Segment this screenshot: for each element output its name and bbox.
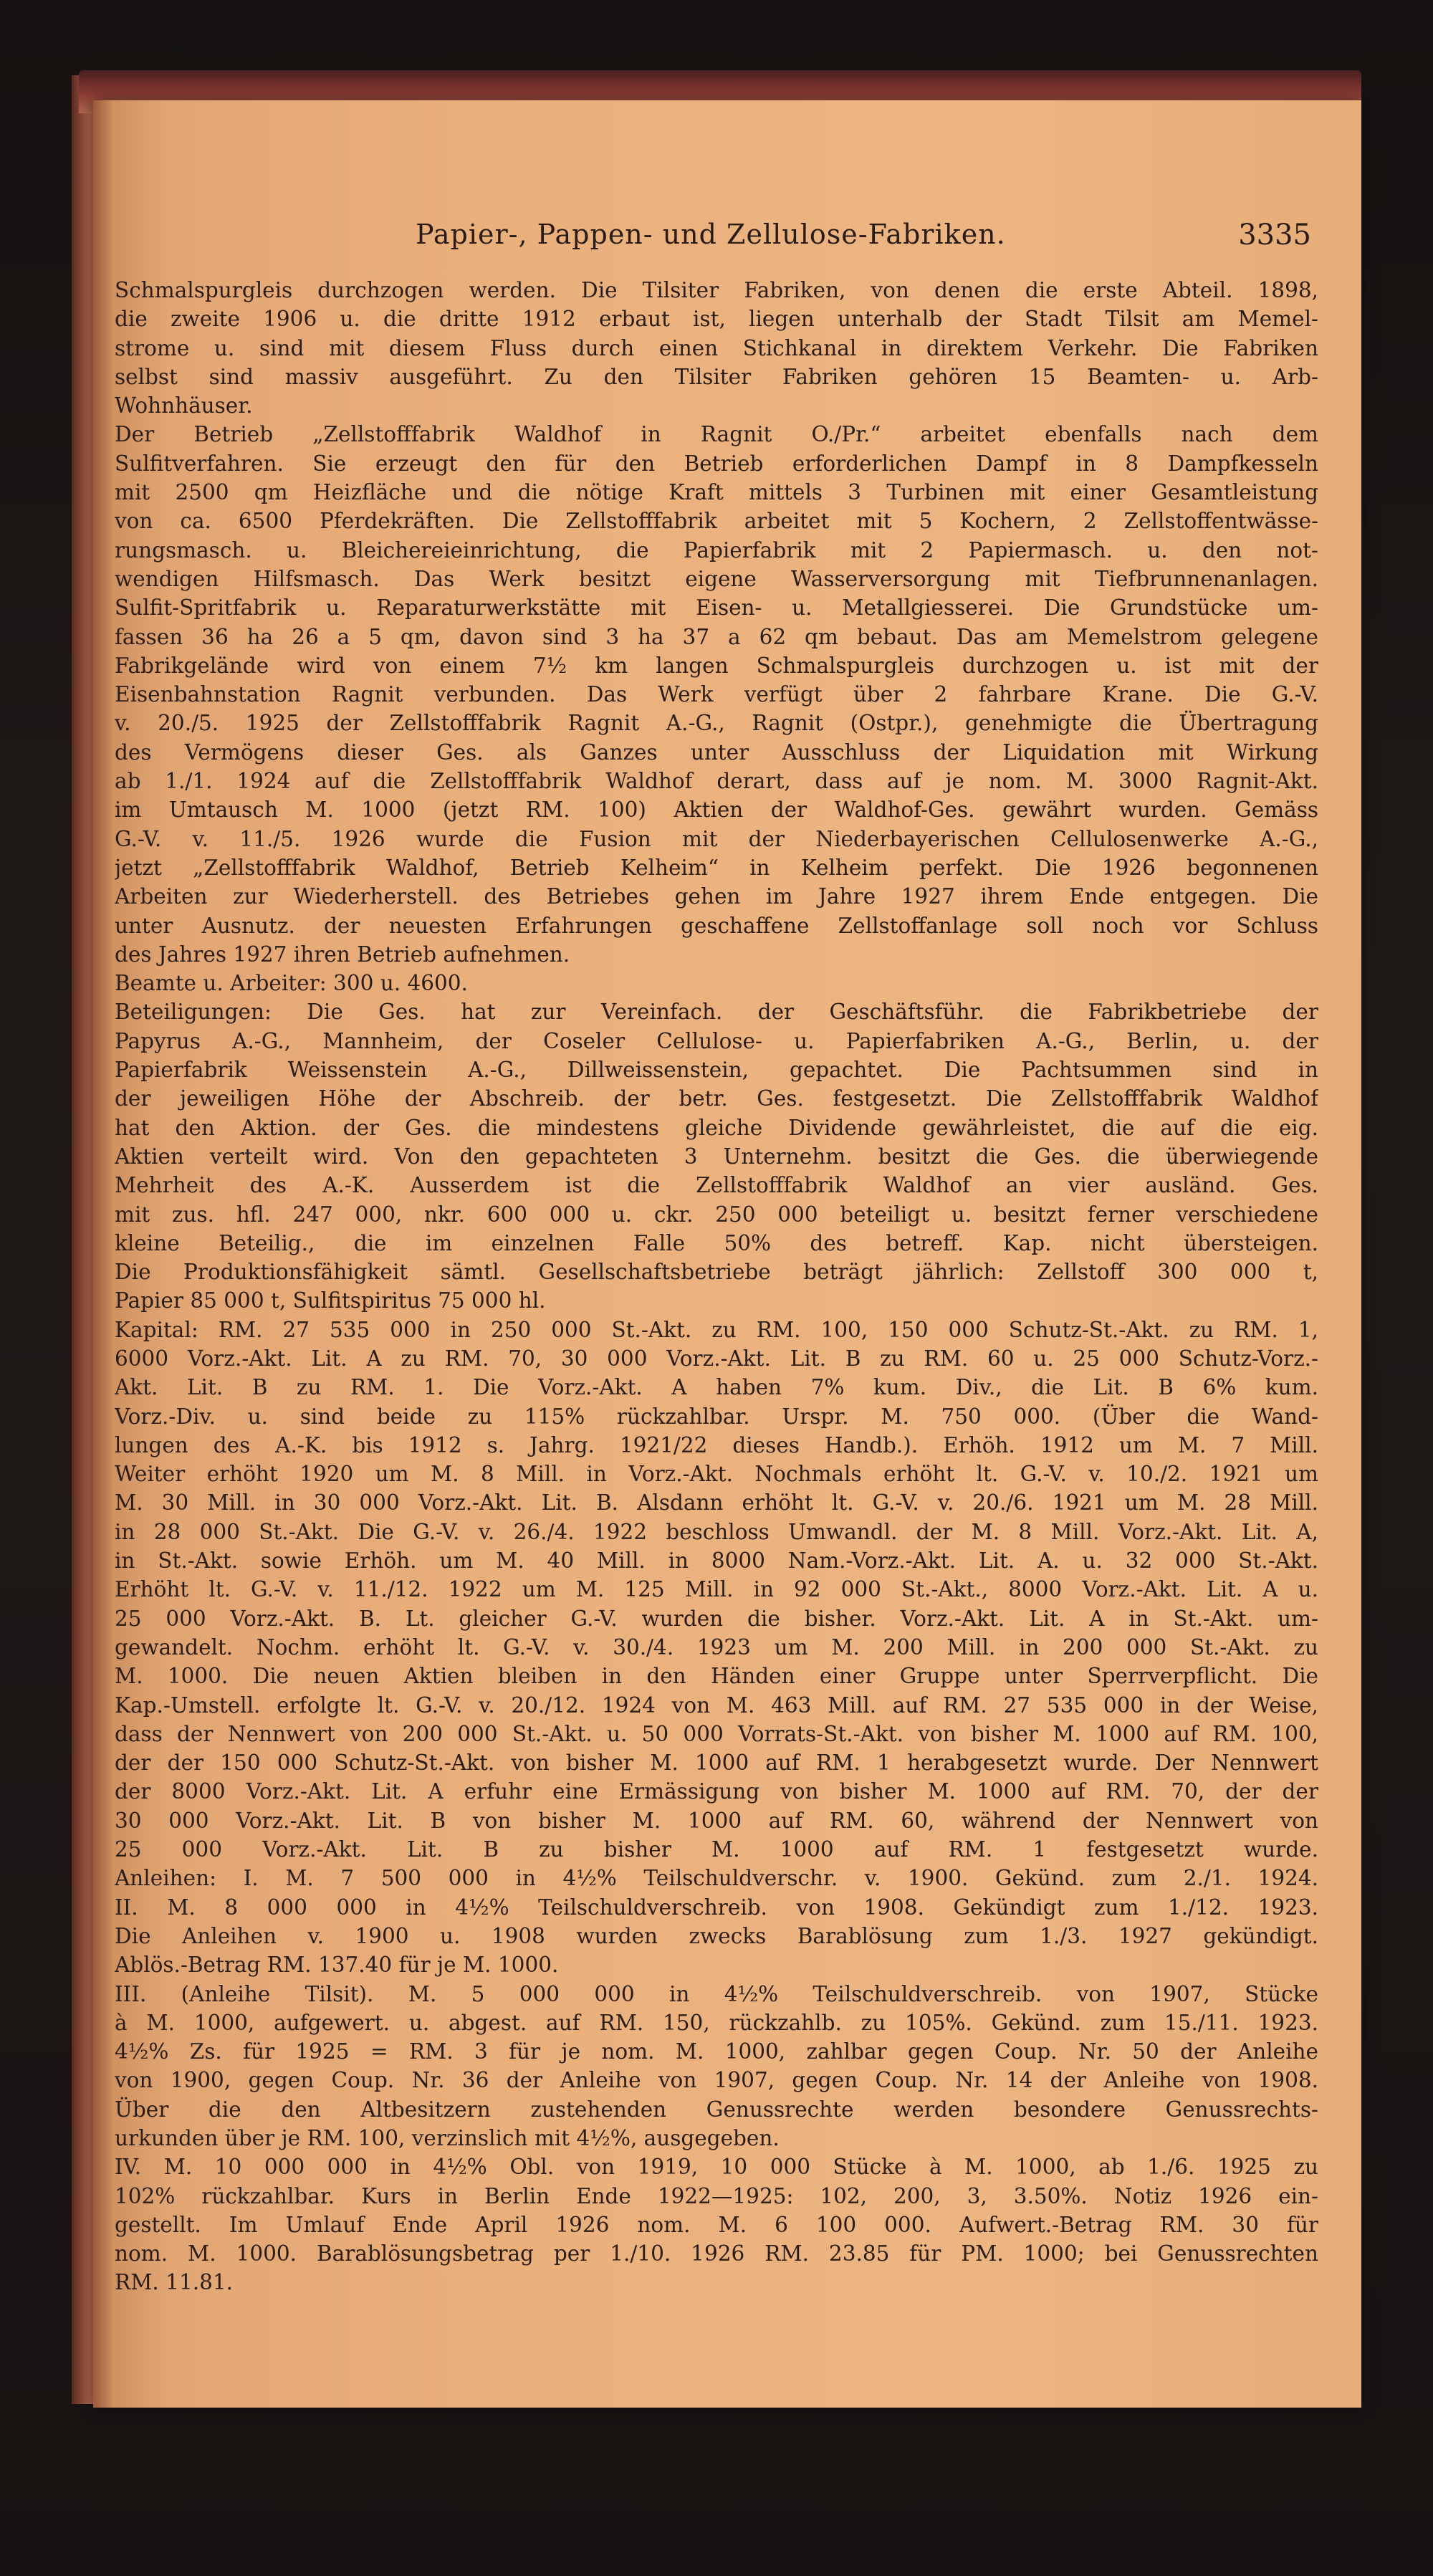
- text-line: von 1900, gegen Coup. Nr. 36 der Anleihe von 1907, gegen Coup. Nr. 14 der Anleihe von 1908.: [115, 2068, 1318, 2093]
- text-line: 6000 Vorz.-Akt. Lit. A zu RM. 70, 30 000 Vorz.-Akt. Lit. B zu RM. 60 u. 25 000 Schutz-Vorz.-: [115, 1346, 1318, 1371]
- text-line: v. 20./5. 1925 der Zellstofffabrik Ragnit A.-G., Ragnit (Ostpr.), genehmigte die Übertragung: [115, 711, 1318, 736]
- text-line: mit 2500 qm Heizfläche und die nötige Kraft mittels 3 Turbinen mit einer Gesamtleistung: [115, 480, 1318, 505]
- text-line: Aktien verteilt wird. Von den gepachteten 3 Unternehm. besitzt die Ges. die überwiegende: [115, 1144, 1318, 1169]
- text-line: Akt. Lit. B zu RM. 1. Die Vorz.-Akt. A haben 7% kum. Div., die Lit. B 6% kum.: [115, 1375, 1318, 1400]
- text-line: der 8000 Vorz.-Akt. Lit. A erfuhr eine Ermässigung von bisher M. 1000 auf RM. 70, der der: [115, 1779, 1318, 1804]
- text-line: Wohnhäuser.: [115, 393, 253, 418]
- text-line: kleine Beteilig., die im einzelnen Falle 50% des betreff. Kap. nicht übersteigen.: [115, 1230, 1318, 1255]
- text-line: ab 1./1. 1924 auf die Zellstofffabrik Waldhof derart, dass auf je nom. M. 3000 Ragnit-Akt.: [115, 769, 1318, 794]
- page-number: 3335: [1238, 219, 1311, 252]
- text-line: fassen 36 ha 26 a 5 qm, davon sind 3 ha 37 a 62 qm bebaut. Das am Memelstrom gelegene: [115, 624, 1318, 649]
- text-line: gewandelt. Nochm. erhöht lt. G.-V. v. 30./4. 1923 um M. 200 Mill. in 200 000 St.-Akt. zu: [115, 1634, 1318, 1660]
- text-line: Die Produktionsfähigkeit sämtl. Gesellschaftsbetriebe beträgt jährlich: Zellstoff 300 000 t,: [115, 1260, 1318, 1285]
- text-line: 4½% Zs. für 1925 = RM. 3 für je nom. M. 1000, zahlbar gegen Coup. Nr. 50 der Anleihe: [115, 2039, 1318, 2064]
- text-line: IV. M. 10 000 000 in 4½% Obl. von 1919, 10 000 Stücke à M. 1000, ab 1./6. 1925 zu: [115, 2155, 1318, 2180]
- text-line: Arbeiten zur Wiederherstell. des Betriebes gehen im Jahre 1927 ihrem Ende entgegen. Die: [115, 884, 1318, 909]
- text-line: der jeweiligen Höhe der Abschreib. der betr. Ges. festgesetzt. Die Zellstofffabrik Waldhof: [115, 1086, 1318, 1111]
- text-line: gestellt. Im Umlauf Ende April 1926 nom. M. 6 100 000. Aufwert.-Betrag RM. 30 für: [115, 2212, 1318, 2237]
- text-line: Kap.-Umstell. erfolgte lt. G.-V. v. 20./12. 1924 von M. 463 Mill. auf RM. 27 535 000 in der Weise,: [115, 1692, 1318, 1718]
- text-line: Erhöht lt. G.-V. v. 11./12. 1922 um M. 125 Mill. in 92 000 St.-Akt., 8000 Vorz.-Akt. Lit. A u.: [115, 1577, 1318, 1602]
- text-line: G.-V. v. 11./5. 1926 wurde die Fusion mit der Niederbayerischen Cellulosenwerke A.-G.,: [115, 826, 1318, 851]
- text-line: die zweite 1906 u. die dritte 1912 erbaut ist, liegen unterhalb der Stadt Tilsit am Memel-: [115, 307, 1318, 332]
- text-line: mit zus. hfl. 247 000, nkr. 600 000 u. ckr. 250 000 beteiligt u. besitzt ferner verschiedene: [115, 1202, 1318, 1227]
- text-line: M. 1000. Die neuen Aktien bleiben in den Händen einer Gruppe unter Sperrverpflicht. Die: [115, 1664, 1318, 1689]
- text-line: der der 150 000 Schutz-St.-Akt. von bisher M. 1000 auf RM. 1 herabgesetzt wurde. Der Nennwert: [115, 1751, 1318, 1776]
- text-line: rungsmasch. u. Bleichereieinrichtung, die Papierfabrik mit 2 Papiermasch. u. den not-: [115, 537, 1318, 562]
- text-line: 25 000 Vorz.-Akt. B. Lt. gleicher G.-V. wurden die bisher. Vorz.-Akt. Lit. A in St.-Akt. um-: [115, 1606, 1318, 1631]
- text-line: urkunden über je RM. 100, verzinslich mit 4½%, ausgegeben.: [115, 2126, 780, 2150]
- page-title: Papier-, Pappen- und Zellulose-Fabriken.: [416, 219, 1006, 250]
- text-line: jetzt „Zellstofffabrik Waldhof, Betrieb Kelheim“ in Kelheim perfekt. Die 1926 begonnenen: [115, 855, 1318, 880]
- body-text: [115, 276, 1318, 2297]
- text-line: in St.-Akt. sowie Erhöh. um M. 40 Mill. in 8000 Nam.-Vorz.-Akt. Lit. A. u. 32 000 St.-Akt.: [115, 1548, 1318, 1574]
- text-line: à M. 1000, aufgewert. u. abgest. auf RM. 150, rückzahlb. zu 105%. Gekünd. zum 15./11. 1923.: [115, 2010, 1318, 2035]
- text-line: wendigen Hilfsmasch. Das Werk besitzt eigene Wasserversorgung mit Tiefbrunnenanlagen.: [115, 566, 1318, 591]
- text-line: Sulfitverfahren. Sie erzeugt den für den Betrieb erforderlichen Dampf in 8 Dampfkesseln: [115, 451, 1318, 476]
- text-line: 30 000 Vorz.-Akt. Lit. B von bisher M. 1000 auf RM. 60, während der Nennwert von: [115, 1808, 1318, 1833]
- text-line: Papyrus A.-G., Mannheim, der Coseler Cellulose- u. Papierfabriken A.-G., Berlin, u. der: [115, 1028, 1318, 1053]
- text-line: Kapital: RM. 27 535 000 in 250 000 St.-Akt. zu RM. 100, 150 000 Schutz-St.-Akt. zu RM. 1,: [115, 1317, 1318, 1342]
- text-line: hat den Aktion. der Ges. die mindestens gleiche Dividende gewährleistet, die auf die eig.: [115, 1115, 1318, 1140]
- text-line: 102% rückzahlbar. Kurs in Berlin Ende 1922—1925: 102, 200, 3, 3.50%. Notiz 1926 ein-: [115, 2183, 1318, 2208]
- text-line: M. 30 Mill. in 30 000 Vorz.-Akt. Lit. B. Alsdann erhöht lt. G.-V. v. 20./6. 1921 um M. 28 Mill.: [115, 1490, 1318, 1516]
- text-line: Anleihen: I. M. 7 500 000 in 4½% Teilschuldverschr. v. 1900. Gekünd. zum 2./1. 1924.: [115, 1866, 1318, 1891]
- text-line: Papierfabrik Weissenstein A.-G., Dillweissenstein, gepachtet. Die Pachtsummen sind in: [115, 1058, 1318, 1083]
- text-line: Papier 85 000 t, Sulfitspiritus 75 000 hl.: [115, 1288, 546, 1313]
- text-line: strome u. sind mit diesem Fluss durch einen Stichkanal in direktem Verkehr. Die Fabriken: [115, 335, 1318, 360]
- text-line: selbst sind massiv ausgeführt. Zu den Tilsiter Fabriken gehören 15 Beamten- u. Arb-: [115, 364, 1318, 389]
- text-line: Eisenbahnstation Ragnit verbunden. Das Werk verfügt über 2 fahrbare Krane. Die G.-V.: [115, 682, 1318, 707]
- text-line: 25 000 Vorz.-Akt. Lit. B zu bisher M. 1000 auf RM. 1 festgesetzt wurde.: [115, 1837, 1318, 1862]
- text-line: Schmalspurgleis durchzogen werden. Die Tilsiter Fabriken, von denen die erste Abteil. 1898,: [115, 278, 1318, 302]
- text-line: Vorz.-Div. u. sind beide zu 115% rückzahlbar. Urspr. M. 750 000. (Über die Wand-: [115, 1404, 1318, 1429]
- text-line: Über die den Altbesitzern zustehenden Genussrechte werden besondere Genussrechts-: [115, 2097, 1318, 2122]
- text-line: III. (Anleihe Tilsit). M. 5 000 000 in 4½% Teilschuldverschreib. von 1907, Stücke: [115, 1981, 1318, 2006]
- book-page: [93, 100, 1361, 2408]
- text-line: Der Betrieb „Zellstofffabrik Waldhof in Ragnit O./Pr.“ arbeitet ebenfalls nach dem: [115, 422, 1318, 447]
- text-line: Mehrheit des A.-K. Ausserdem ist die Zellstofffabrik Waldhof an vier ausländ. Ges.: [115, 1173, 1318, 1198]
- text-line: dass der Nennwert von 200 000 St.-Akt. u. 50 000 Vorrats-St.-Akt. von bisher M. 1000 auf RM. 100,: [115, 1721, 1318, 1746]
- text-line: Beteiligungen: Die Ges. hat zur Vereinfach. der Geschäftsführ. die Fabrikbetriebe der: [115, 1000, 1318, 1025]
- text-line: nom. M. 1000. Barablösungsbetrag per 1./10. 1926 RM. 23.85 für PM. 1000; bei Genussrechten: [115, 2241, 1318, 2266]
- running-header: [93, 219, 1361, 262]
- text-line: RM. 11.81.: [115, 2270, 234, 2295]
- text-line: des Vermögens dieser Ges. als Ganzes unter Ausschluss der Liquidation mit Wirkung: [115, 739, 1318, 765]
- text-line: des Jahres 1927 ihren Betrieb aufnehmen.: [115, 942, 570, 967]
- text-line: Beamte u. Arbeiter: 300 u. 4600.: [115, 971, 468, 996]
- text-line: Weiter erhöht 1920 um M. 8 Mill. in Vorz.-Akt. Nochmals erhöht lt. G.-V. v. 10./2. 1921 um: [115, 1462, 1318, 1487]
- text-line: im Umtausch M. 1000 (jetzt RM. 100) Aktien der Waldhof-Ges. gewährt wurden. Gemäss: [115, 798, 1318, 823]
- text-line: unter Ausnutz. der neuesten Erfahrungen geschaffene Zellstoffanlage soll noch vor Schluss: [115, 913, 1318, 938]
- text-line: von ca. 6500 Pferdekräften. Die Zellstofffabrik arbeitet mit 5 Kochern, 2 Zellstoffentwässe-: [115, 509, 1318, 534]
- text-line: II. M. 8 000 000 in 4½% Teilschuldverschreib. von 1908. Gekündigt zum 1./12. 1923.: [115, 1895, 1318, 1920]
- text-line: Ablös.-Betrag RM. 137.40 für je M. 1000.: [115, 1953, 559, 1978]
- text-line: Fabrikgelände wird von einem 7½ km langen Schmalspurgleis durchzogen u. ist mit der: [115, 653, 1318, 678]
- text-line: lungen des A.-K. bis 1912 s. Jahrg. 1921/22 dieses Handb.). Erhöh. 1912 um M. 7 Mill.: [115, 1432, 1318, 1457]
- page-gutter: [93, 100, 113, 2408]
- text-line: Sulfit-Spritfabrik u. Reparaturwerkstätte mit Eisen- u. Metallgiesserei. Die Grundstücke um-: [115, 595, 1318, 621]
- text-line: Die Anleihen v. 1900 u. 1908 wurden zwecks Barablösung zum 1./3. 1927 gekündigt.: [115, 1923, 1318, 1948]
- text-line: in 28 000 St.-Akt. Die G.-V. v. 26./4. 1922 beschloss Umwandl. der M. 8 Mill. Vorz.-Akt. Lit. A,: [115, 1519, 1318, 1544]
